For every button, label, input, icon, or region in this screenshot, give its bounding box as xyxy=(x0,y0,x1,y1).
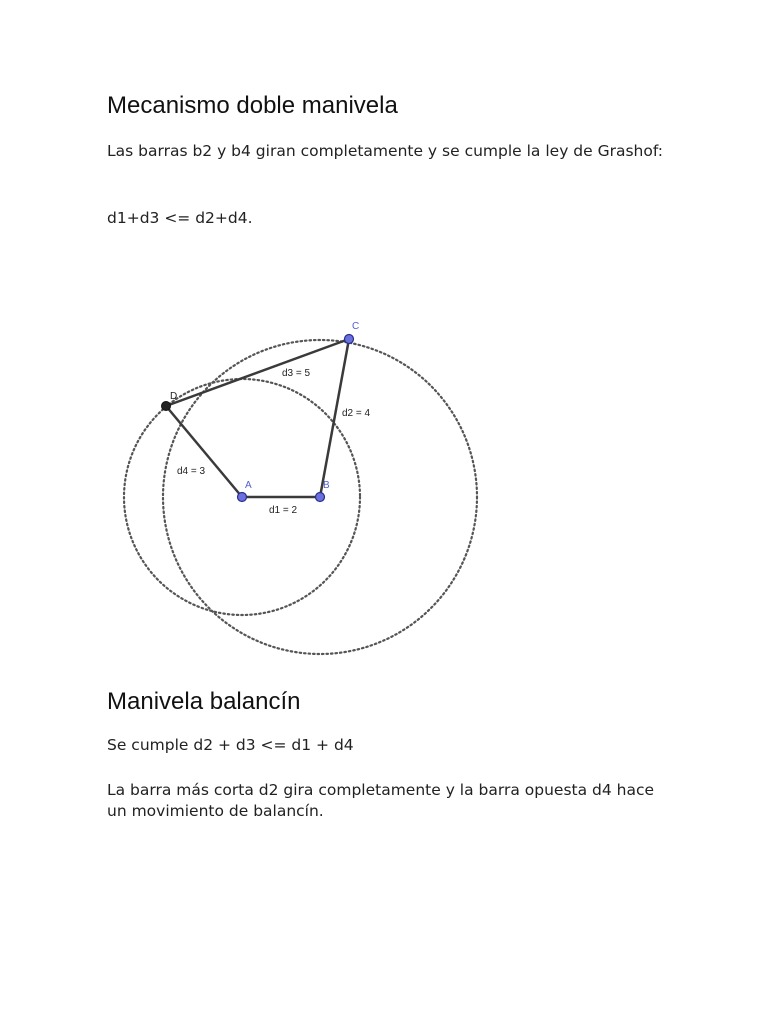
label-point-c: C xyxy=(352,321,360,332)
label-point-a: A xyxy=(245,480,252,491)
label-point-d: D xyxy=(170,391,178,402)
point-c xyxy=(345,335,354,344)
point-d xyxy=(162,402,171,411)
label-bar-d1: d1 = 2 xyxy=(269,505,298,516)
label-bar-d4: d4 = 3 xyxy=(177,466,206,477)
label-point-b: B xyxy=(323,480,330,491)
point-a xyxy=(238,493,247,502)
grashof-description: Las barras b2 y b4 giran completamente y se cumple la ley de Grashof: xyxy=(107,142,663,160)
bar-d3 xyxy=(166,339,349,406)
crank-rocker-description: La barra más corta d2 gira completamente y la barra opuesta d4 hace un movimiento de balancín. xyxy=(107,781,655,820)
point-b xyxy=(316,493,325,502)
four-bar-linkage-diagram xyxy=(0,300,768,680)
label-bar-d2: d2 = 4 xyxy=(342,408,371,419)
section-title-manivela-balancin: Manivela balancín xyxy=(107,688,301,715)
grashof-formula: d1+d3 <= d2+d4. xyxy=(107,209,253,227)
label-bar-d3: d3 = 5 xyxy=(282,368,311,379)
crank-rocker-formula: Se cumple d2 + d3 <= d1 + d4 xyxy=(107,736,354,754)
bar-d4 xyxy=(166,406,242,497)
section-title-doble-manivela: Mecanismo doble manivela xyxy=(107,92,398,119)
